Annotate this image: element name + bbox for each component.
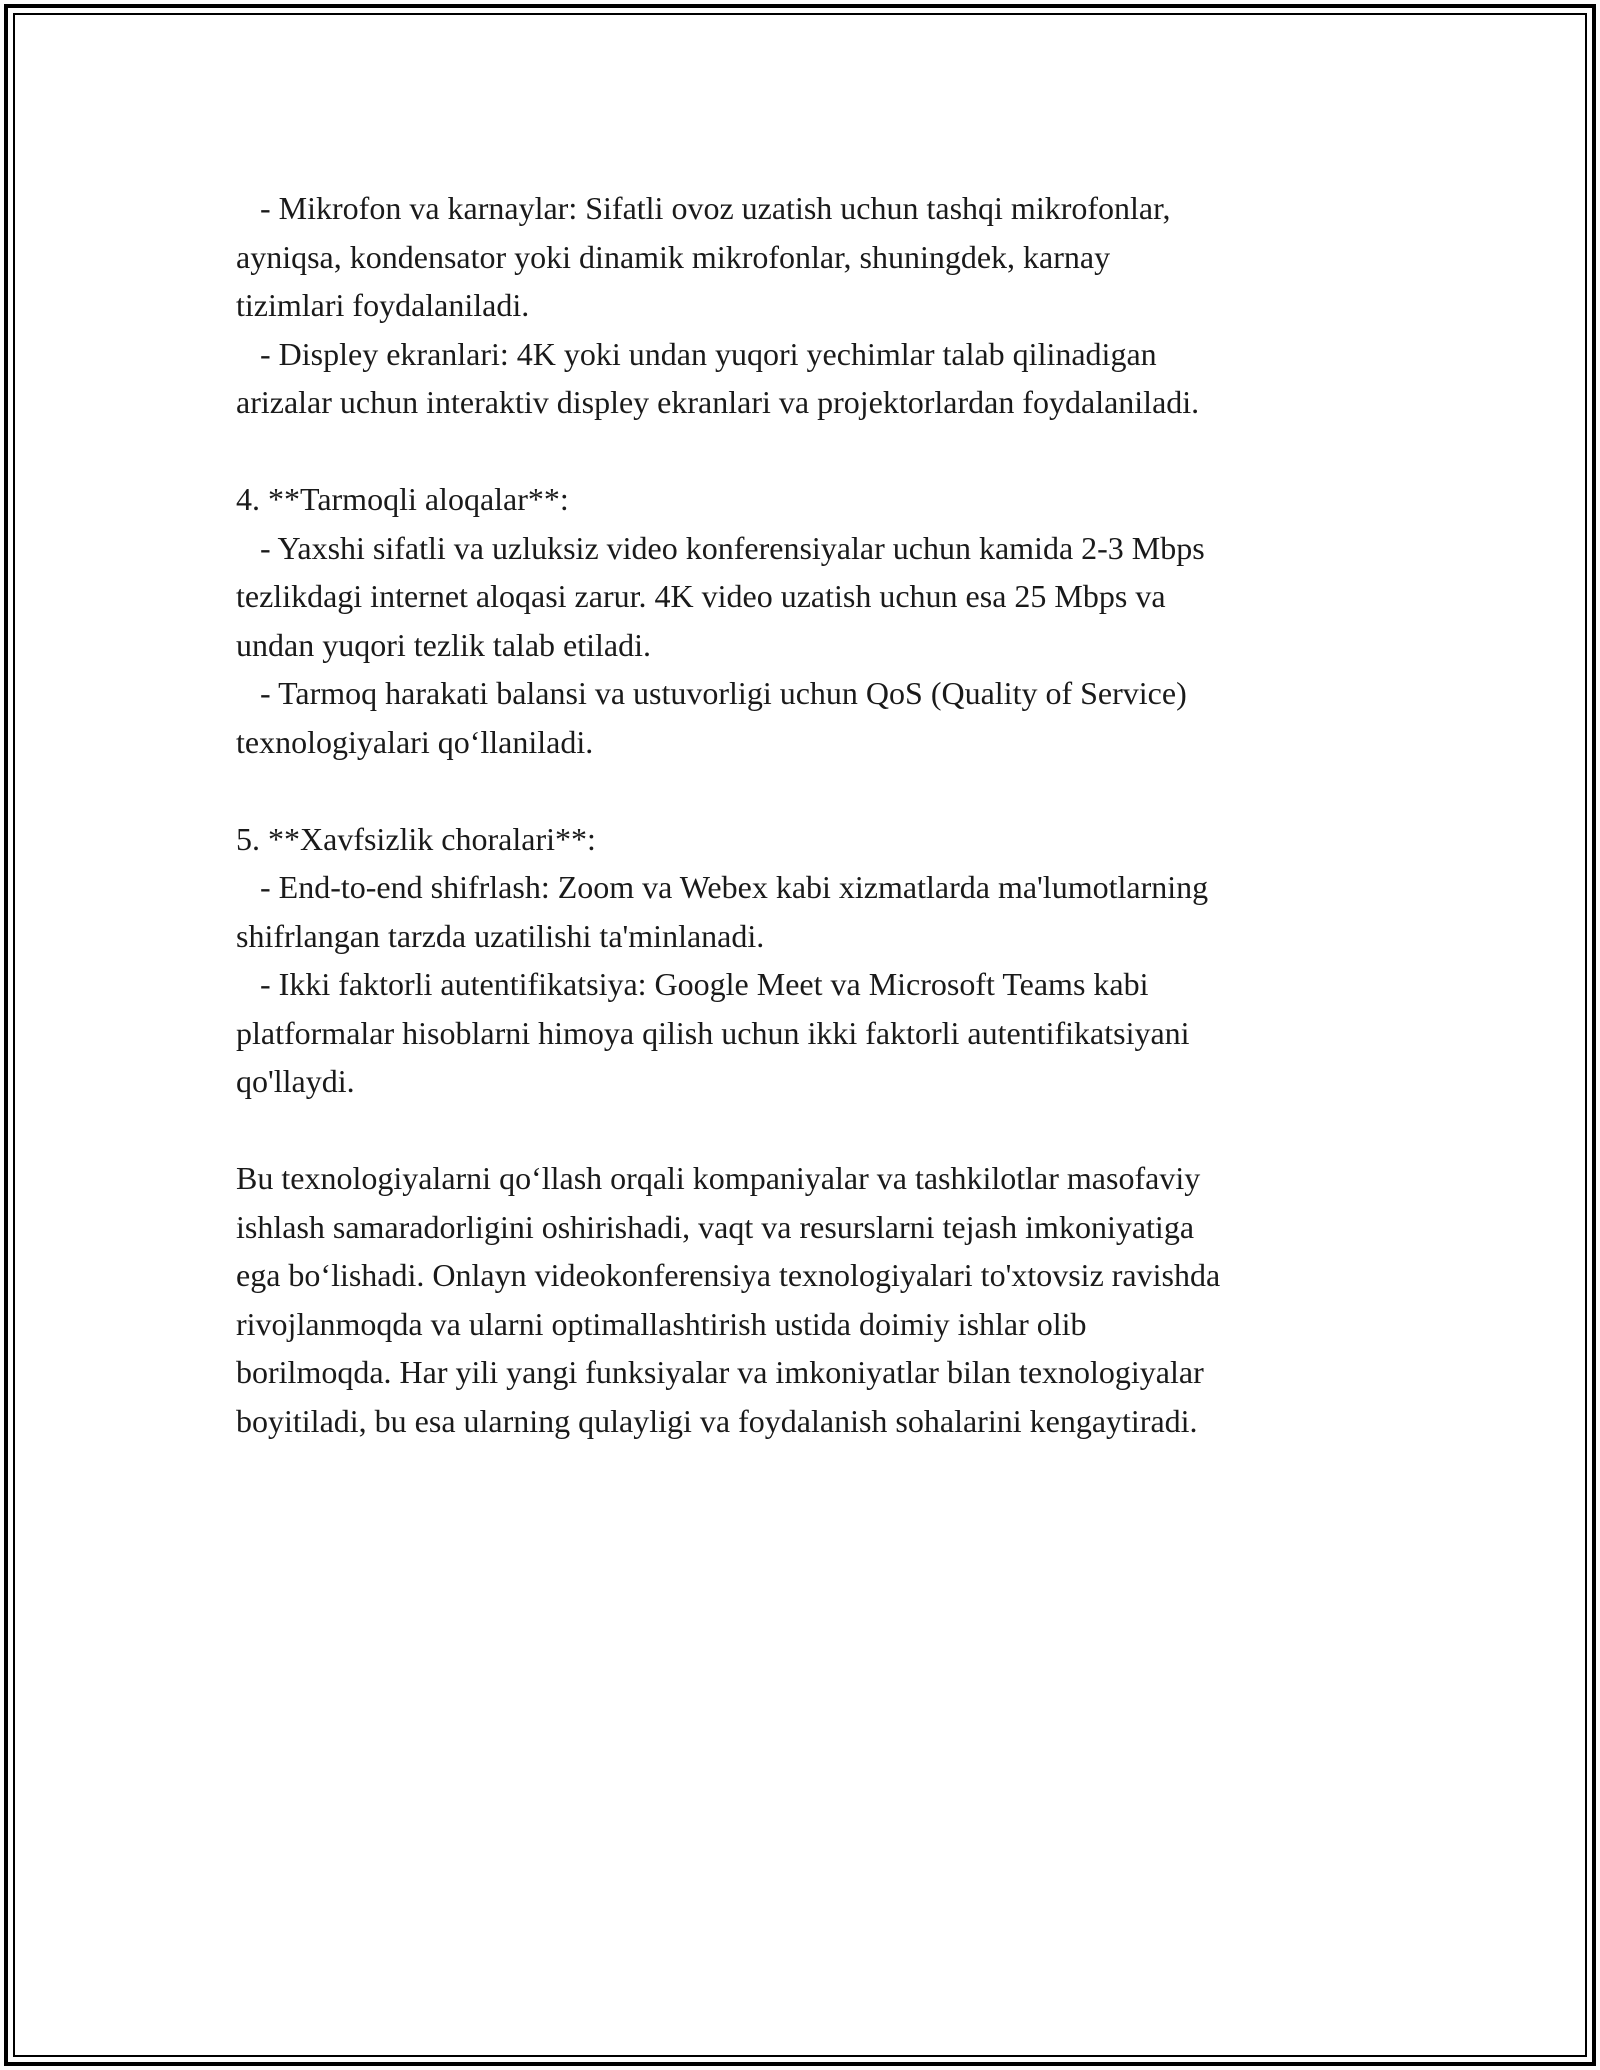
paragraph-devices — [236, 184, 1386, 427]
text-line: tizimlari foydalaniladi. — [236, 287, 530, 323]
text-line: ayniqsa, kondensator yoki dinamik mikrofonlar, shuningdek, karnay — [236, 238, 1111, 275]
text-line: tezlikdagi internet aloqasi zarur. 4K video uzatish uchun esa 25 Mbps va — [236, 578, 1166, 614]
text-line: - Yaxshi sifatli va uzluksiz video konferensiyalar uchun kamida 2-3 Mbps — [236, 529, 1205, 566]
text-line: arizalar uchun interaktiv displey ekranlari va projektorlardan foydalaniladi. — [236, 384, 1200, 420]
paragraph-conclusion — [236, 1154, 1386, 1445]
text-line: platformalar hisoblarni himoya qilish uchun ikki faktorli autentifikatsiyani — [236, 1014, 1190, 1051]
text-line: borilmoqda. Har yili yangi funksiyalar va imkoniyatlar bilan texnologiyalar — [236, 1354, 1204, 1390]
text-line: - Displey ekranlari: 4K yoki undan yuqori yechimlar talab qilinadigan — [236, 335, 1157, 372]
text-line: ega bo‘lishadi. Onlayn videokonferensiya texnologiyalari to'xtovsiz ravishda — [236, 1257, 1221, 1293]
text-line: - Mikrofon va karnaylar: Sifatli ovoz uzatish uchun tashqi mikrofonlar, — [236, 190, 1171, 226]
text-line: Bu texnologiyalarni qo‘llash orqali kompaniyalar va tashkilotlar masofaviy — [236, 1160, 1201, 1196]
document-body — [236, 184, 1386, 1445]
text-line: qo'llaydi. — [236, 1063, 355, 1099]
section-heading: 4. **Tarmoqli aloqalar**: — [236, 481, 569, 517]
text-line: - Tarmoq harakati balansi va ustuvorligi uchun QoS (Quality of Service) — [236, 675, 1187, 711]
text-line: boyitiladi, bu esa ularning qulayligi va foydalanish sohalarini kengaytiradi. — [236, 1402, 1198, 1439]
text-line: - Ikki faktorli autentifikatsiya: Google Meet va Microsoft Teams kabi — [236, 966, 1149, 1002]
text-line: ishlash samaradorligini oshirishadi, vaqt va resurslarni tejash imkoniyatiga — [236, 1208, 1195, 1245]
text-line: rivojlanmoqda va ularni optimallashtirish ustida doimiy ishlar olib — [236, 1305, 1087, 1342]
paragraph-gap — [236, 766, 1386, 815]
text-line: shifrlangan tarzda uzatilishi ta'minlanadi. — [236, 917, 765, 954]
paragraph-gap — [236, 427, 1386, 476]
section-network — [236, 475, 1386, 766]
paragraph-gap — [236, 1106, 1386, 1155]
text-line: - End-to-end shifrlash: Zoom va Webex kabi xizmatlarda ma'lumotlarning — [236, 869, 1209, 905]
text-line: texnologiyalari qo‘llaniladi. — [236, 723, 594, 760]
section-security — [236, 815, 1386, 1106]
section-heading: 5. **Xavfsizlik choralari**: — [236, 820, 596, 857]
text-line: undan yuqori tezlik talab etiladi. — [236, 626, 651, 663]
